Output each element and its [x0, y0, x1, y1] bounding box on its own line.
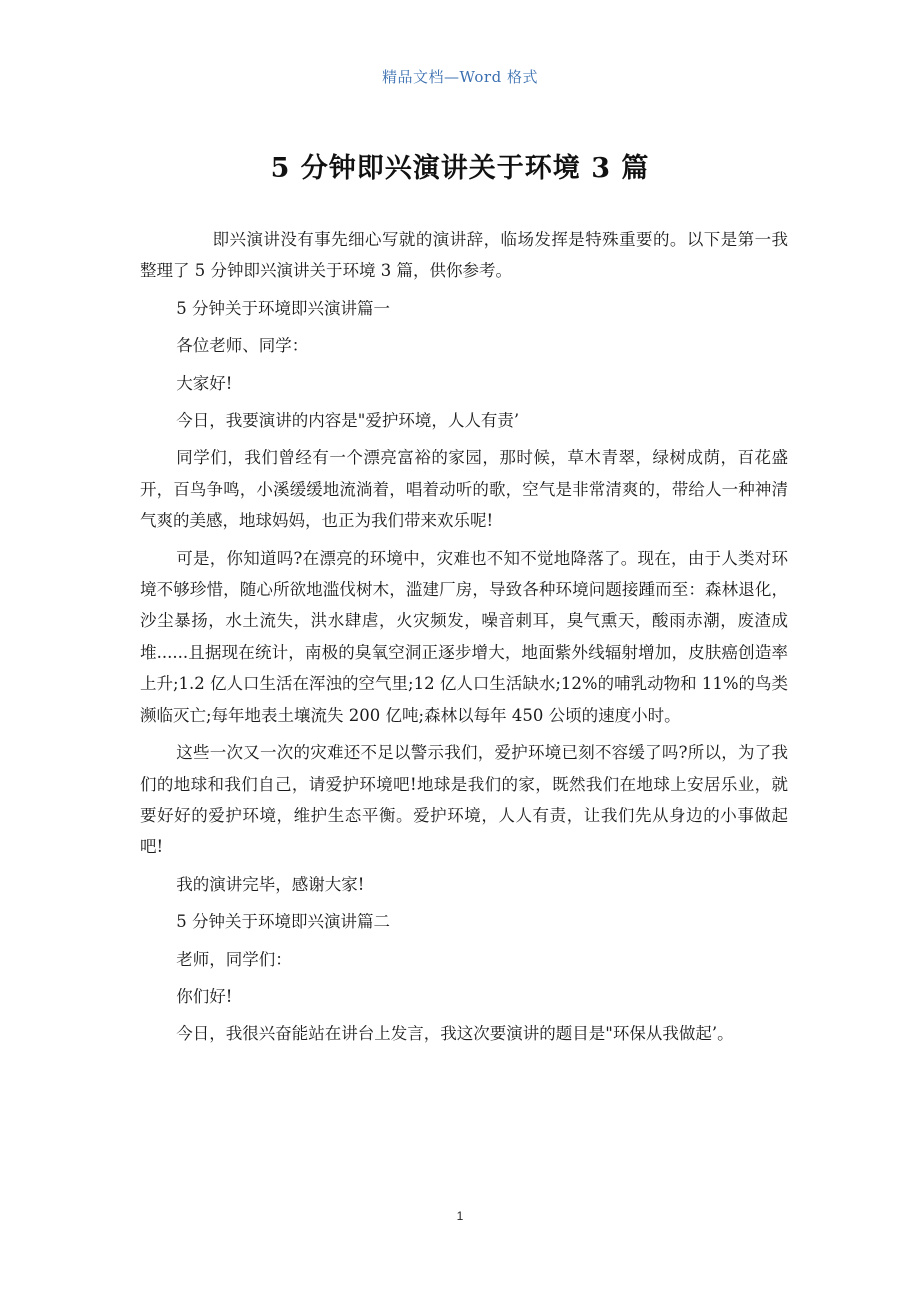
greeting: 大家好!: [176, 373, 233, 393]
salutation: 老师，同学们：: [176, 949, 292, 969]
section-heading: 5 分钟关于环境即兴演讲篇一: [176, 298, 391, 318]
document-header: 精品文档—Word 格式: [382, 68, 538, 86]
body-paragraph: 同学们，我们曾经有一个漂亮富裕的家园，那时候，草木青翠，绿树成荫，百花盛开，百鸟争鸣，小溪缓缓地流淌着，唱着动听的歌，空气是非常清爽的，带给人一种神清气爽的美感，地球妈妈，也正为我们带来欢乐呢!: [140, 448, 788, 531]
greeting: 你们好!: [176, 986, 233, 1006]
page-number: 1: [456, 1209, 464, 1223]
salutation: 各位老师、同学：: [176, 336, 309, 356]
document-title: 5 分钟即兴演讲关于环境 3 篇: [270, 153, 650, 184]
body-paragraph: 可是，你知道吗?在漂亮的环境中，灾难也不知不觉地降落了。现在，由于人类对环境不够珍惜，随心所欲地滥伐树木，滥建厂房，导致各种环境问题接踵而至：森林退化，沙尘暴扬，水土流失，洪水肆虐，火灾频发，噪音刺耳，臭气熏天，酸雨赤潮，废渣成堆......且据现在统计，南极的臭氧空洞正逐步增大，地面紫外线辐射增加，皮肤癌创造率上升;1.2 亿人口生活在浑浊的空气里;12 亿人口生活缺水;12%的哺乳动物和 11%的鸟类濒临灭亡;每年地表土壤流失 200 亿吨;森林以每年 450 公顷的速度小时。: [140, 548, 788, 725]
intro-paragraph: 即兴演讲没有事先细心写就的演讲辞，临场发挥是特殊重要的。以下是第一我整理了 5 分钟即兴演讲关于环境 3 篇，供你参考。: [140, 230, 788, 281]
body-paragraph: 这些一次又一次的灾难还不足以警示我们，爱护环境已刻不容缓了吗?所以，为了我们的地球和我们自己，请爱护环境吧!地球是我们的家，既然我们在地球上安居乐业，就要好好的爱护环境，维护生态平衡。爱护环境，人人有责，让我们先从身边的小事做起吧!: [140, 743, 788, 857]
body-paragraph: 今日，我要演讲的内容是"爱护环境，人人有责’: [176, 411, 520, 431]
document-body: [140, 224, 788, 1056]
section-heading: 5 分钟关于环境即兴演讲篇二: [176, 912, 391, 932]
body-paragraph: 今日，我很兴奋能站在讲台上发言，我这次要演讲的题目是"环保从我做起’。: [176, 1024, 734, 1044]
closing-line: 我的演讲完毕，感谢大家!: [176, 874, 365, 894]
